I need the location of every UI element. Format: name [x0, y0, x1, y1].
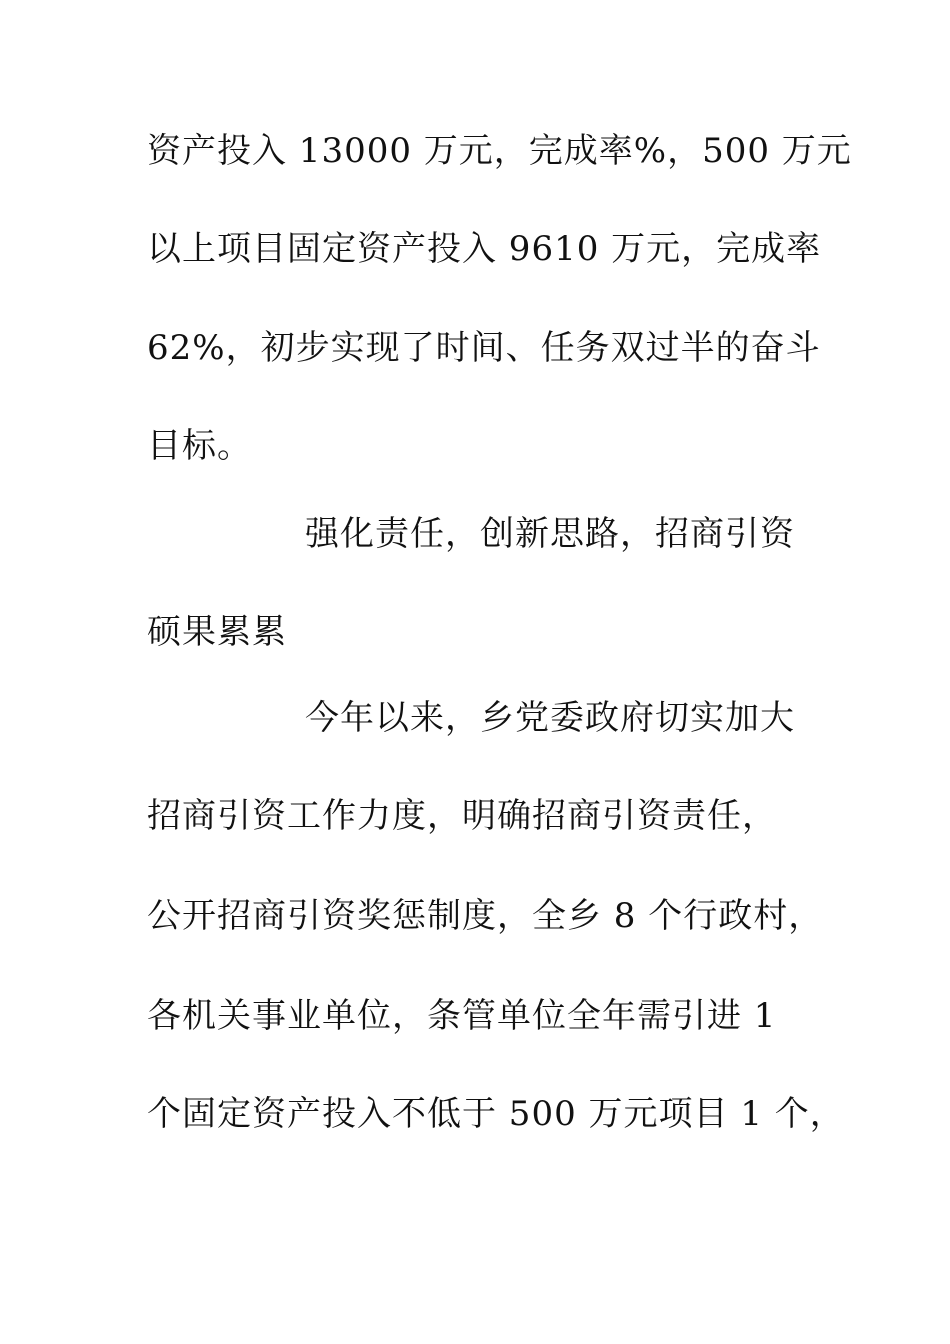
text-line: 目标。 [147, 426, 252, 466]
text-line: 资产投入 13000 万元，完成率%，500 万元 [147, 131, 852, 171]
text-line: 个固定资产投入不低于 500 万元项目 1 个， [147, 1094, 845, 1134]
section-heading: 强化责任，创新思路，招商引资 [305, 514, 795, 554]
text-line: 各机关事业单位，条管单位全年需引进 1 [147, 996, 777, 1036]
text-line: 62%，初步实现了时间、任务双过半的奋斗 [147, 328, 821, 368]
section-heading: 硕果累累 [147, 612, 287, 652]
text-line: 公开招商引资奖惩制度，全乡 8 个行政村， [147, 896, 824, 936]
text-line: 招商引资工作力度，明确招商引资责任， [147, 796, 777, 836]
text-line: 以上项目固定资产投入 9610 万元，完成率 [147, 229, 822, 269]
paragraph-first-line: 今年以来，乡党委政府切实加大 [305, 698, 795, 738]
